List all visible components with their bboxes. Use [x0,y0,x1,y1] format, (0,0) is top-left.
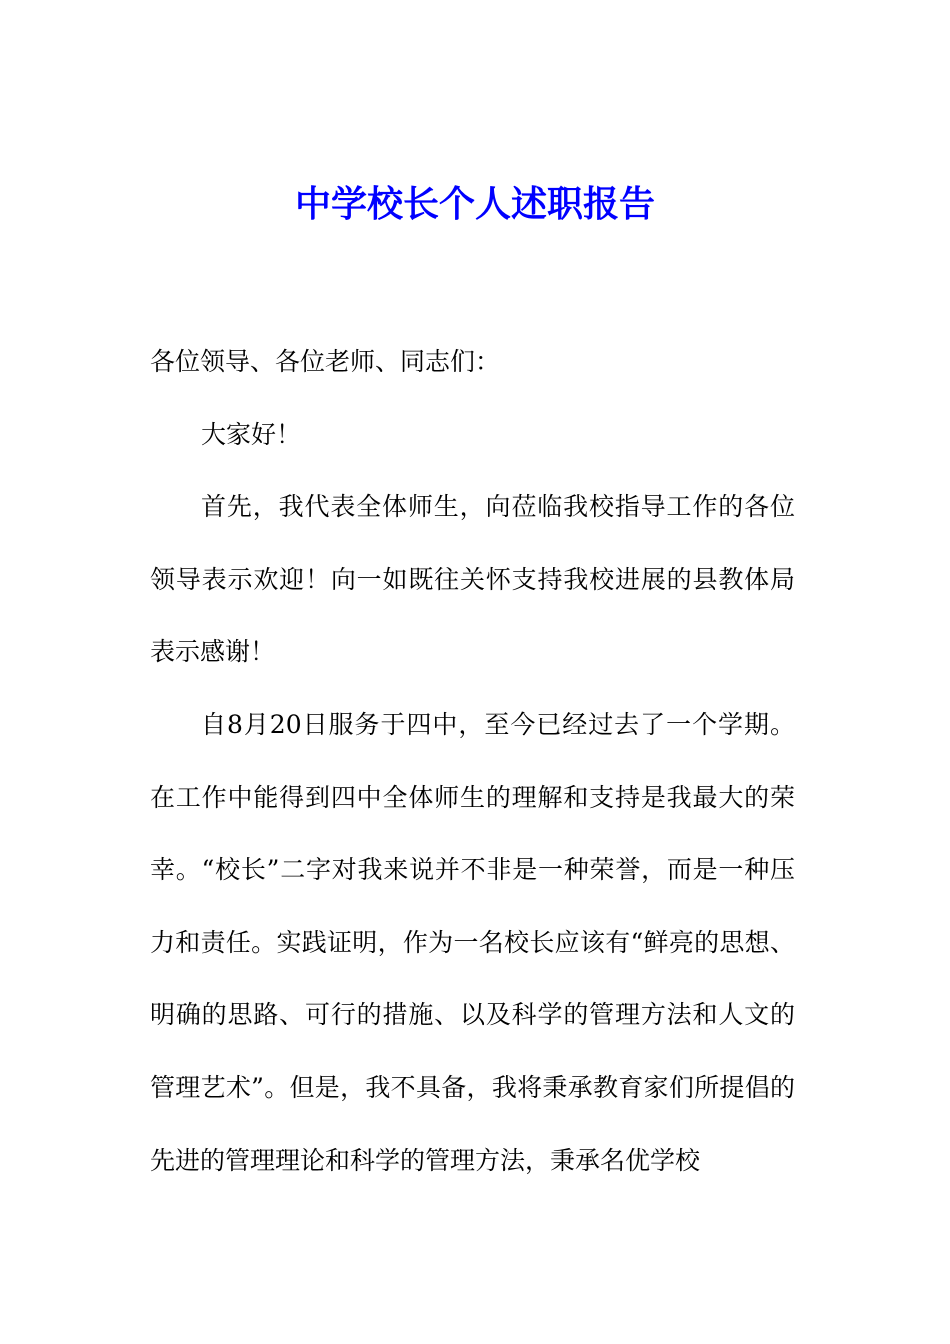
salutation-paragraph: 各位领导、各位老师、同志们： [150,347,501,376]
welcome-paragraph: 首先，我代表全体师生，向莅临我校指导工作的各位领导表示欢迎！向一如既往关怀支持我校进展的县教体局表示感谢！ [150,492,795,667]
document-title: 中学校长个人述职报告 [294,183,655,225]
document-body [150,326,795,1197]
report-paragraph: 自8月20日服务于四中，至今已经过去了一个学期。在工作中能得到四中全体师生的理解和支持是我最大的荣幸。“校长”二字对我来说并不非是一种荣誉，而是一种压力和责任。实践证明，作为一名校长应该有“鲜亮的思想、明确的思路、可行的措施、以及科学的管理方法和人文的管理艺术”。但是，我不具备，我将秉承教育家们所提倡的先进的管理理论和科学的管理方法，秉承名优学校 [150,709,795,1175]
greeting-paragraph: 大家好！ [201,419,302,449]
